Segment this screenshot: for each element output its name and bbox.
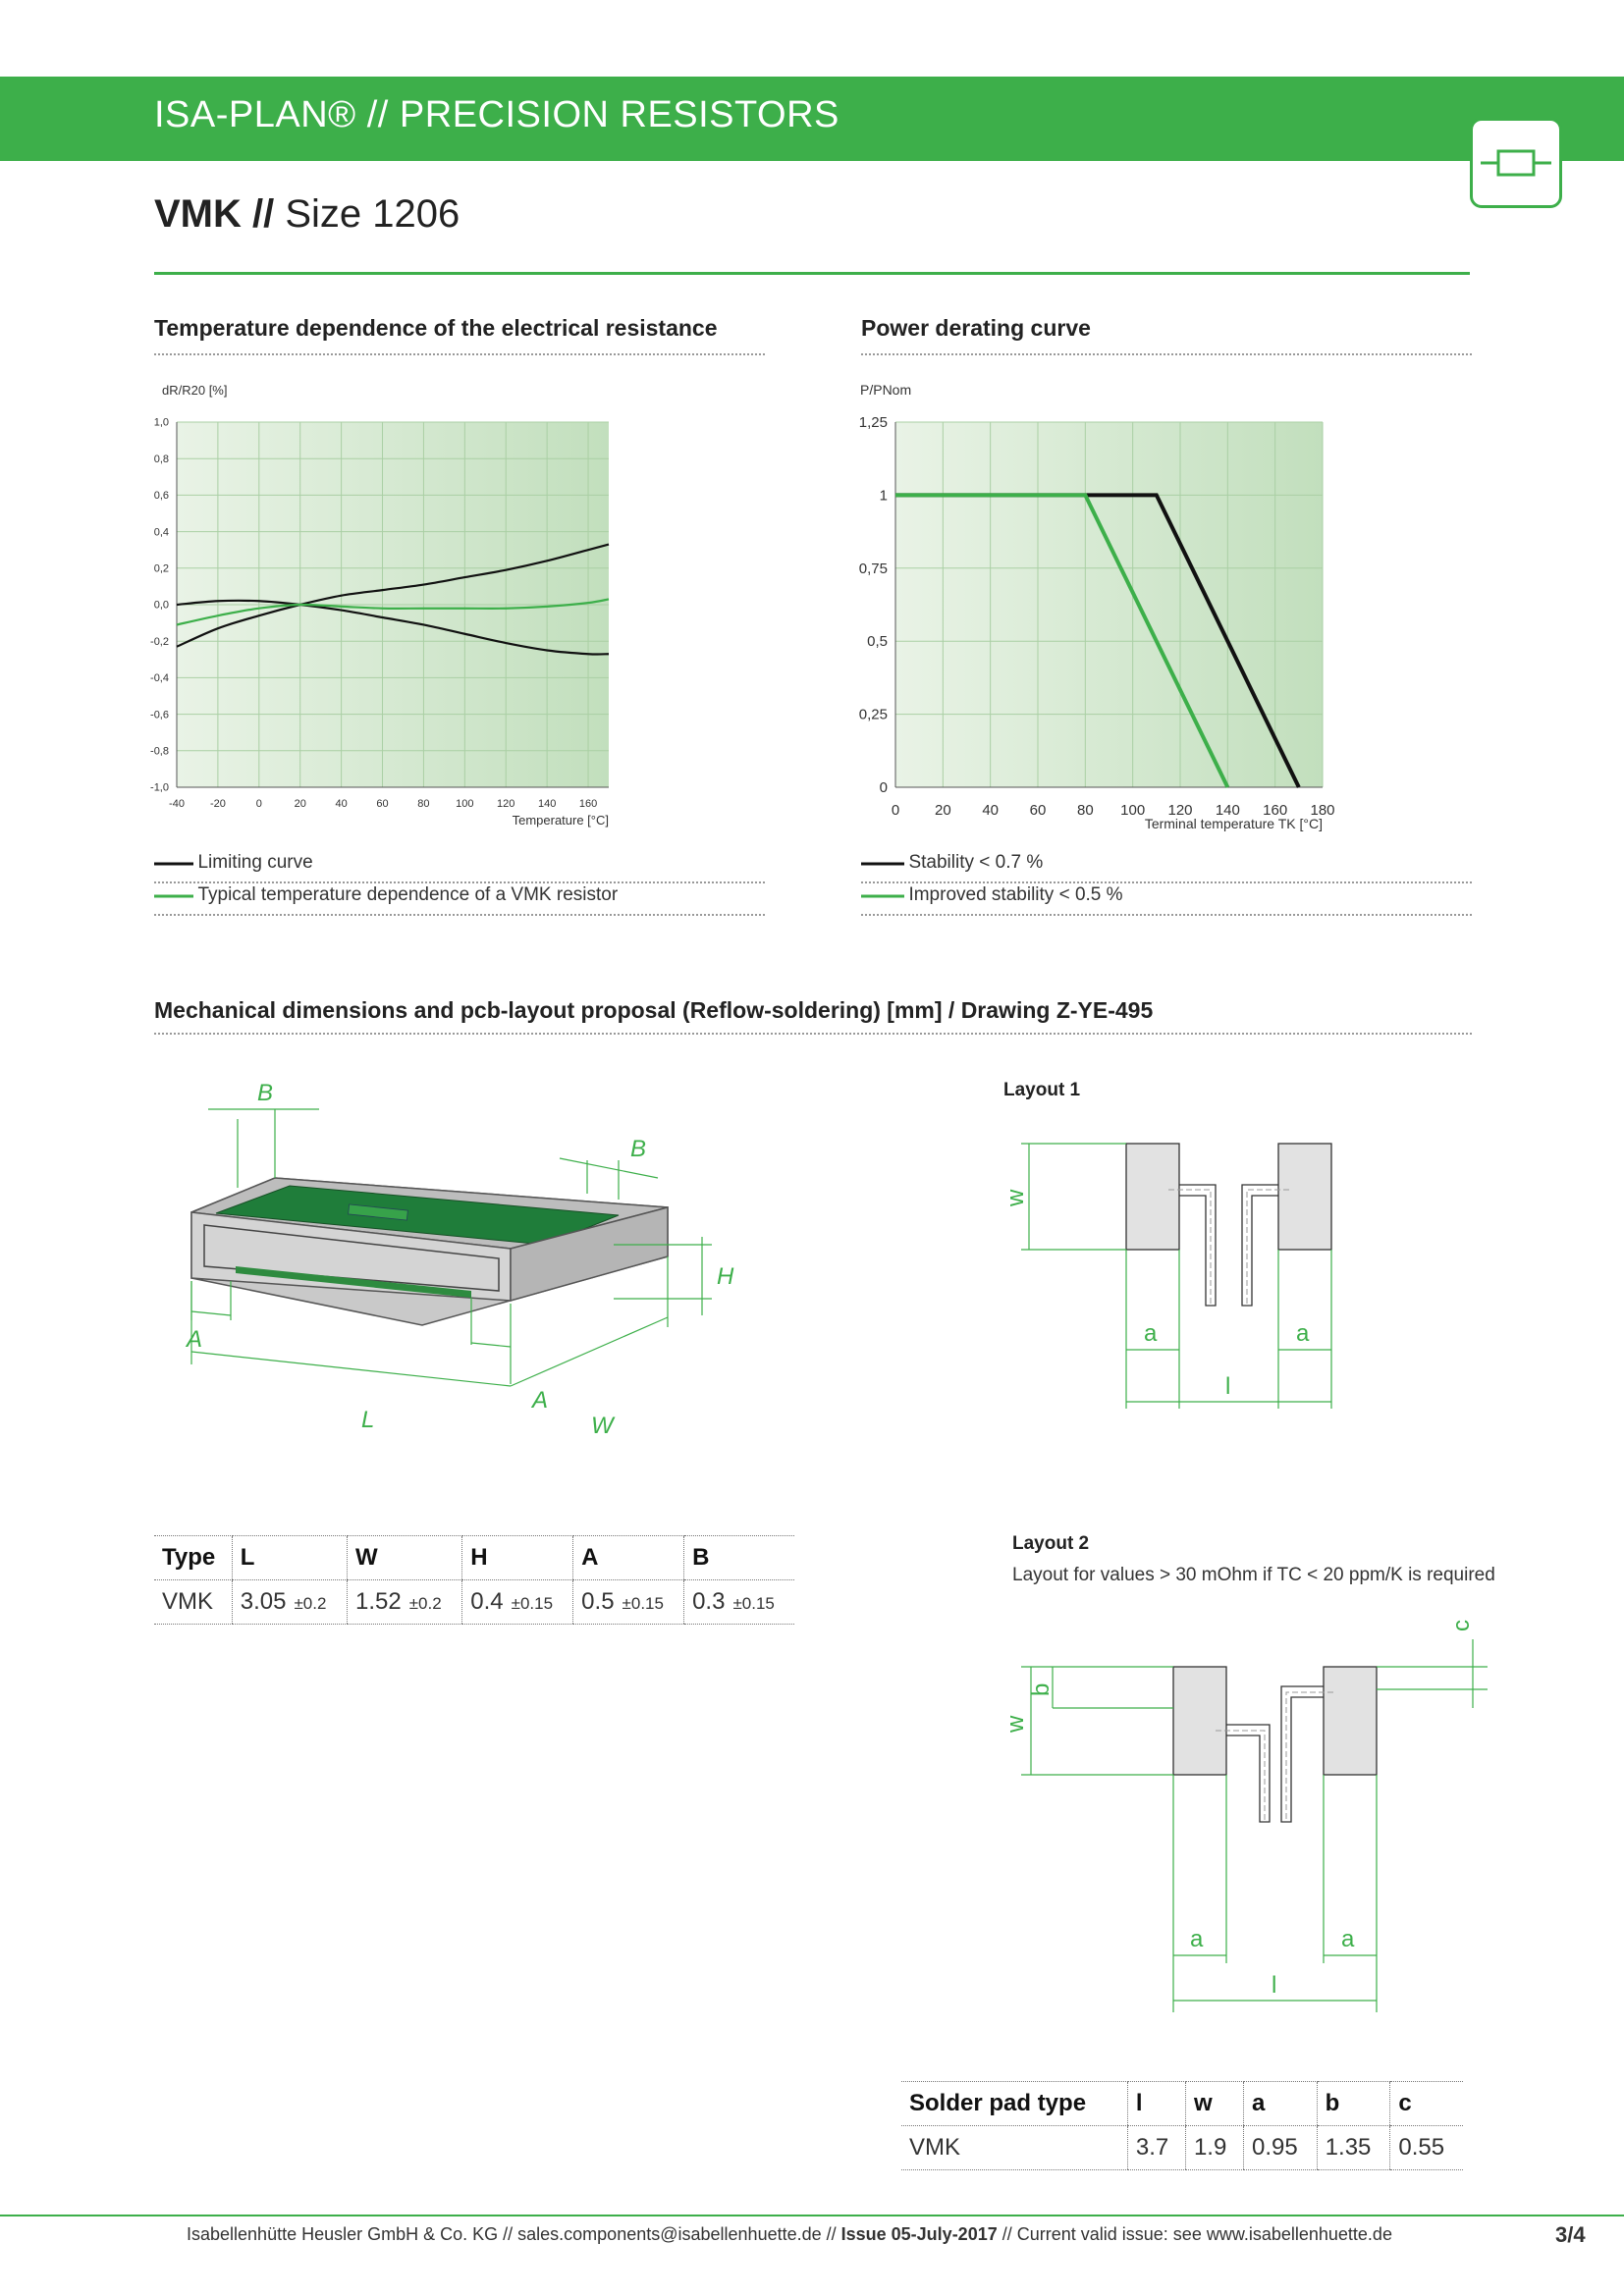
tolerance-h: ±0.15 (511, 1594, 554, 1613)
y-axis-label: dR/R20 [%] (162, 383, 228, 398)
table-header-row (154, 1536, 794, 1580)
table-row (154, 1580, 794, 1625)
layout2-note: Layout for values > 30 mOhm if TC < 20 ppm/K is required (1012, 1565, 1495, 1585)
temp-legend (154, 852, 313, 874)
product-title (154, 192, 460, 237)
page-number: 3/4 (1555, 2222, 1586, 2247)
dimension-table (154, 1535, 794, 1625)
tolerance-w: ±0.2 (408, 1594, 442, 1613)
legend-swatch-green (154, 891, 193, 901)
layout2-label-b: b (1028, 1682, 1055, 1696)
x-tick-label: 40 (335, 798, 348, 810)
legend-label: Stability < 0.7 % (908, 852, 1044, 873)
footer-rule (0, 2215, 1624, 2216)
mechanical-section-title: Mechanical dimensions and pcb-layout proposal (Reflow-soldering) [mm] / Drawing Z-YE-495 (154, 997, 1154, 1023)
dim-label-b: B (630, 1136, 647, 1162)
table-cell (573, 1580, 684, 1625)
x-tick-label: 100 (1120, 802, 1146, 819)
table-cell (462, 1580, 573, 1625)
table-header: b (1317, 2082, 1390, 2126)
dim-label-w: W (591, 1413, 614, 1439)
y-axis-label: P/PNom (860, 382, 912, 398)
x-tick-label: 0 (891, 802, 900, 819)
x-tick-label: 160 (1263, 802, 1288, 819)
x-tick-label: 80 (1076, 802, 1094, 819)
divider (154, 914, 765, 916)
legend-swatch-black (154, 859, 193, 869)
table-header: c (1390, 2082, 1463, 2126)
y-tick-label: -1,0 (150, 781, 169, 794)
derating-legend (861, 852, 1043, 874)
derating-chart (844, 378, 1483, 849)
layout2-title: Layout 2 (1012, 1533, 1090, 1554)
product-prefix: VMK // (154, 192, 275, 236)
y-tick-label: 0,0 (153, 599, 169, 612)
tolerance-l: ±0.2 (294, 1594, 327, 1613)
y-tick-label: 1 (879, 487, 888, 505)
y-tick-label: 0,6 (153, 490, 169, 503)
temp-chart-title: Temperature dependence of the electrical resistance (154, 315, 718, 341)
table-row (901, 2126, 1463, 2170)
title-rule (154, 272, 1470, 275)
table-header: H (462, 1536, 573, 1580)
x-tick-label: 20 (294, 798, 306, 810)
divider (861, 353, 1472, 355)
x-tick-label: 120 (1167, 802, 1193, 819)
divider (861, 881, 1472, 883)
layout2-label-c: c (1448, 1620, 1475, 1631)
y-tick-label: 0,8 (153, 453, 169, 465)
y-tick-label: 1,0 (153, 416, 169, 429)
divider (154, 1033, 1472, 1035)
x-tick-label: -40 (169, 798, 185, 810)
x-tick-label: 20 (934, 802, 951, 819)
x-tick-label: 0 (255, 798, 262, 810)
layout1-label-a: a (1144, 1320, 1158, 1347)
product-name: Size 1206 (285, 192, 460, 236)
layout2-drawing (992, 1600, 1502, 2012)
y-tick-label: 0,2 (153, 562, 169, 575)
table-cell (684, 1580, 794, 1625)
legend-label: Improved stability < 0.5 % (908, 884, 1123, 905)
legend-swatch-black (861, 859, 904, 869)
table-cell: VMK (154, 1580, 232, 1625)
derating-legend (861, 884, 1123, 906)
x-axis-label: Terminal temperature TK [°C] (1144, 816, 1323, 831)
y-tick-label: 0,25 (858, 706, 888, 723)
plot-area (895, 422, 1323, 787)
x-tick-label: 80 (417, 798, 430, 810)
layout2-label-w: w (1002, 1715, 1029, 1733)
temperature-chart (137, 378, 776, 849)
table-cell: 3.7 (1127, 2126, 1185, 2170)
dim-label-a: A (187, 1326, 203, 1353)
y-tick-label: -0,4 (150, 672, 169, 685)
value-l: 3.05 (240, 1588, 287, 1615)
table-header: w (1185, 2082, 1243, 2126)
x-tick-label: 120 (497, 798, 515, 810)
divider (154, 353, 765, 355)
layout1-label-w: w (1002, 1189, 1029, 1206)
x-tick-label: 60 (376, 798, 389, 810)
table-header: W (348, 1536, 462, 1580)
y-tick-label: -0,2 (150, 635, 169, 648)
table-cell: 0.95 (1243, 2126, 1317, 2170)
divider (861, 914, 1472, 916)
x-tick-label: 100 (456, 798, 474, 810)
table-header: Solder pad type (901, 2082, 1127, 2126)
resistor-chip-drawing (147, 1070, 736, 1482)
x-axis-label: Temperature [°C] (512, 813, 609, 828)
layout1-label-a: a (1296, 1320, 1310, 1347)
layout1-drawing (992, 1109, 1483, 1472)
value-b: 0.3 (692, 1588, 726, 1615)
footer-text (187, 2224, 1392, 2245)
resistor-logo-icon (1470, 118, 1562, 208)
legend-label: Limiting curve (197, 852, 313, 873)
table-header: Type (154, 1536, 232, 1580)
table-header: L (232, 1536, 347, 1580)
legend-label: Typical temperature dependence of a VMK resistor (197, 884, 619, 905)
dim-label-a: A (532, 1387, 549, 1414)
table-header: l (1127, 2082, 1185, 2126)
solder-pad-table (901, 2081, 1463, 2170)
table-cell (232, 1580, 347, 1625)
table-cell: VMK (901, 2126, 1127, 2170)
dim-label-h: H (717, 1263, 734, 1290)
value-w: 1.52 (355, 1588, 402, 1615)
table-cell: 1.35 (1317, 2126, 1390, 2170)
legend-swatch-green (861, 891, 904, 901)
y-tick-label: 1,25 (858, 414, 888, 431)
y-tick-label: -0,6 (150, 709, 169, 721)
tolerance-b: ±0.15 (732, 1594, 775, 1613)
divider (154, 881, 765, 883)
table-cell: 0.55 (1390, 2126, 1463, 2170)
table-header: A (573, 1536, 684, 1580)
temp-legend (154, 884, 618, 906)
layout1-label-l: l (1225, 1373, 1231, 1400)
x-tick-label: 140 (537, 798, 557, 810)
y-tick-label: -0,8 (150, 745, 169, 758)
x-tick-label: 60 (1029, 802, 1047, 819)
x-tick-label: 40 (982, 802, 1000, 819)
layout2-label-a: a (1190, 1926, 1204, 1952)
y-tick-label: 0,4 (153, 526, 169, 539)
table-header: a (1243, 2082, 1317, 2126)
banner-title: ISA-PLAN® // PRECISION RESISTORS (154, 94, 839, 135)
dim-label-b: B (257, 1080, 274, 1106)
layout1-title: Layout 1 (1003, 1080, 1081, 1100)
y-tick-label: 0,5 (867, 633, 888, 651)
x-tick-label: -20 (209, 798, 226, 810)
tolerance-a: ±0.15 (622, 1594, 664, 1613)
header-banner (0, 77, 1624, 161)
value-h: 0.4 (470, 1588, 504, 1615)
table-cell (348, 1580, 462, 1625)
layout2-label-l: l (1272, 1972, 1277, 1999)
footer-company: Isabellenhütte Heusler GmbH & Co. KG // sales.components@isabellenhuette.de // (187, 2224, 841, 2244)
x-tick-label: 180 (1310, 802, 1335, 819)
table-cell: 1.9 (1185, 2126, 1243, 2170)
y-tick-label: 0 (879, 779, 888, 796)
y-tick-label: 0,75 (858, 560, 888, 577)
table-header-row (901, 2082, 1463, 2126)
x-tick-label: 160 (578, 798, 598, 810)
footer-rest: // Current valid issue: see www.isabellenhuette.de (997, 2224, 1392, 2244)
value-a: 0.5 (581, 1588, 615, 1615)
dim-label-l: L (361, 1407, 375, 1433)
layout2-label-a: a (1341, 1926, 1355, 1952)
x-tick-label: 140 (1215, 802, 1240, 819)
table-header: B (684, 1536, 794, 1580)
derating-chart-title: Power derating curve (861, 315, 1091, 341)
footer-issue: Issue 05-July-2017 (840, 2224, 998, 2244)
